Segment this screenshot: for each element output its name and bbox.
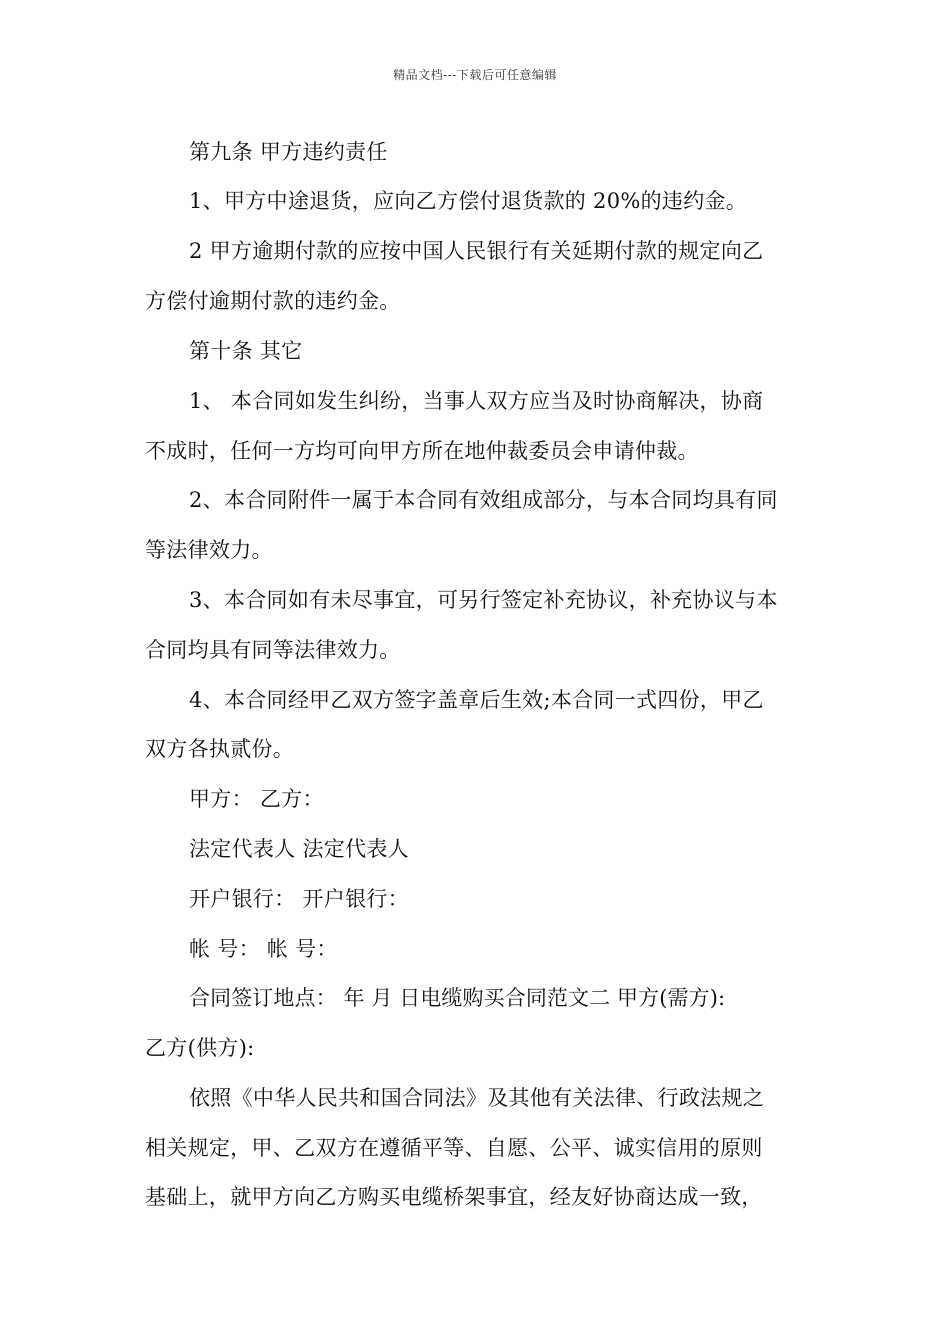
- signing-location-and-sample-two: 合同签订地点： 年 月 日电缆购买合同范文二 甲方(需方):: [189, 986, 726, 1010]
- article-ten-clause-1-line-1: 1、 本合同如发生纠纷，当事人双方应当及时协商解决，协商: [189, 389, 764, 413]
- article-nine-clause-1: 1、甲方中途退货，应向乙方偿付退货款的 20%的违约金。: [189, 189, 748, 213]
- article-ten-clause-2-line-1: 2、本合同附件一属于本合同有效组成部分，与本合同均具有同: [189, 488, 778, 512]
- article-ten-clause-4-line-2: 双方各执贰份。: [145, 737, 295, 761]
- article-ten-clause-3-line-2: 合同均具有同等法律效力。: [145, 638, 401, 662]
- seller-party-line: 乙方(供方):: [145, 1036, 255, 1060]
- article-ten-title: 第十条 其它: [189, 339, 303, 363]
- sample-two-intro-line-1: 依照《中华人民共和国合同法》及其他有关法律、行政法规之: [189, 1086, 765, 1110]
- signature-legal-representatives: 法定代表人 法定代表人: [189, 837, 409, 861]
- sample-two-intro-line-3: 基础上，就甲方向乙方购买电缆桥架事宜，经友好协商达成一致，: [145, 1185, 763, 1209]
- article-nine-title: 第九条 甲方违约责任: [189, 140, 388, 164]
- article-ten-clause-4-line-1: 4、本合同经甲乙双方签字盖章后生效;本合同一式四份，甲乙: [189, 688, 764, 712]
- article-nine-clause-2-line-2: 方偿付逾期付款的违约金。: [145, 289, 401, 313]
- signature-parties: 甲方： 乙方：: [189, 787, 324, 811]
- article-ten-clause-2-line-2: 等法律效力。: [145, 538, 273, 562]
- article-ten-clause-3-line-1: 3、本合同如有未尽事宜，可另行签定补充协议，补充协议与本: [189, 588, 778, 612]
- article-ten-clause-1-line-2: 不成时，任何一方均可向甲方所在地仲裁委员会申请仲裁。: [145, 439, 699, 463]
- signature-accounts: 帐 号： 帐 号：: [189, 937, 338, 961]
- page-header: 精品文档---下载后可任意编辑: [393, 68, 557, 82]
- article-nine-clause-2-line-1: 2 甲方逾期付款的应按中国人民银行有关延期付款的规定向乙: [189, 239, 764, 263]
- sample-two-intro-line-2: 相关规定，甲、乙双方在遵循平等、自愿、公平、诚实信用的原则: [145, 1136, 763, 1160]
- signature-banks: 开户银行： 开户银行：: [189, 887, 409, 911]
